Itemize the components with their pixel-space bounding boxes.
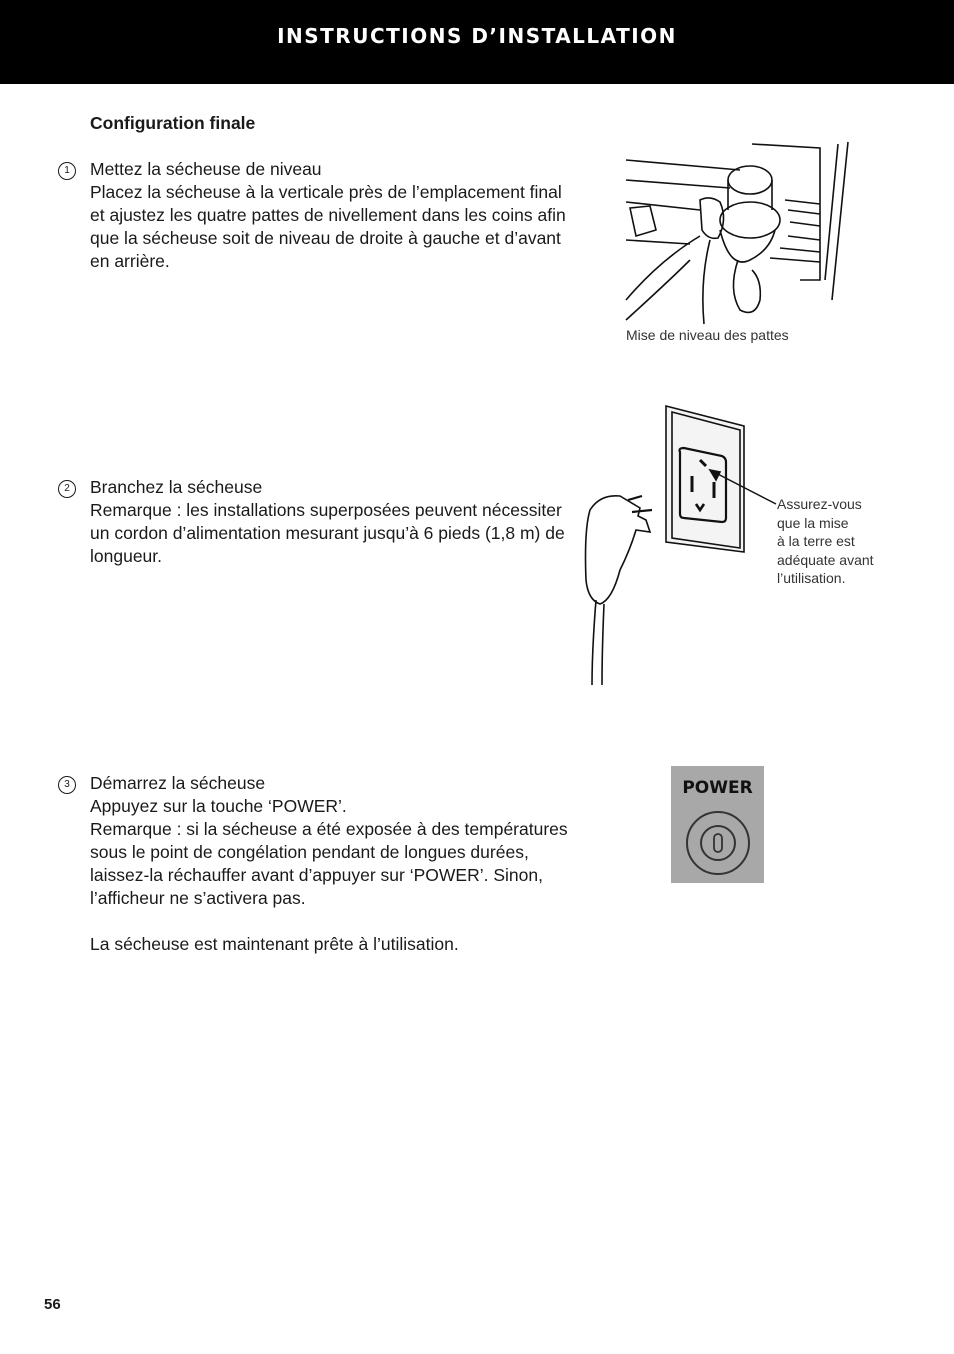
- step-number-3: 3: [58, 776, 76, 794]
- section-title: Configuration finale: [90, 113, 256, 133]
- power-button-panel: [671, 766, 764, 883]
- step-number-2: 2: [58, 480, 76, 498]
- page-header: [0, 0, 954, 84]
- step-3: [90, 772, 570, 956]
- grounding-caption: [777, 495, 874, 588]
- grounding-caption-line: Assurez-vous: [777, 496, 862, 512]
- grounding-caption-line: l’utilisation.: [777, 570, 846, 586]
- step-3-title: Démarrez la sécheuse: [90, 773, 266, 793]
- step-2-body: Remarque : les installations superposées peuvent nécessiter un cordon d’alimentation mesurant jusqu’à 6 pieds (1,8 m) de longueur.: [90, 500, 565, 566]
- step-2: [90, 476, 570, 568]
- page-number: 56: [44, 1296, 61, 1313]
- grounding-caption-line: à la terre est: [777, 533, 855, 549]
- step-number-1: 1: [58, 162, 76, 180]
- header-title: INSTRUCTIONS D’INSTALLATION: [277, 24, 677, 48]
- power-label: POWER: [682, 778, 753, 798]
- step-1: [90, 158, 570, 273]
- grounding-caption-line: adéquate avant: [777, 551, 874, 568]
- outlet-plug-illustration: [580, 400, 780, 690]
- grounding-caption-line: que la mise: [777, 514, 849, 531]
- step-3-body-line: Remarque : si la sécheuse a été exposée à des températures sous le point de congélation pendant de longues durées, laissez-la réchauffer avant d’appuyer sur ‘POWER’. Sinon, l’afficheur ne s’activera pas.: [90, 819, 568, 908]
- step-2-title: Branchez la sécheuse: [90, 477, 263, 497]
- power-icon: [685, 810, 751, 876]
- step-1-title: Mettez la sécheuse de niveau: [90, 159, 322, 179]
- leveling-caption: Mise de niveau des pattes: [626, 327, 789, 343]
- step-1-body: Placez la sécheuse à la verticale près de l’emplacement final et ajustez les quatre pattes de nivellement dans les coins afin que la sécheuse soit de niveau de droite à gauche et d’avant en arrière.: [90, 182, 566, 271]
- leveling-feet-illustration: [620, 140, 860, 325]
- step-3-body-line: Appuyez sur la touche ‘POWER’.: [90, 796, 347, 816]
- step-3-closing: La sécheuse est maintenant prête à l’utilisation.: [90, 934, 459, 954]
